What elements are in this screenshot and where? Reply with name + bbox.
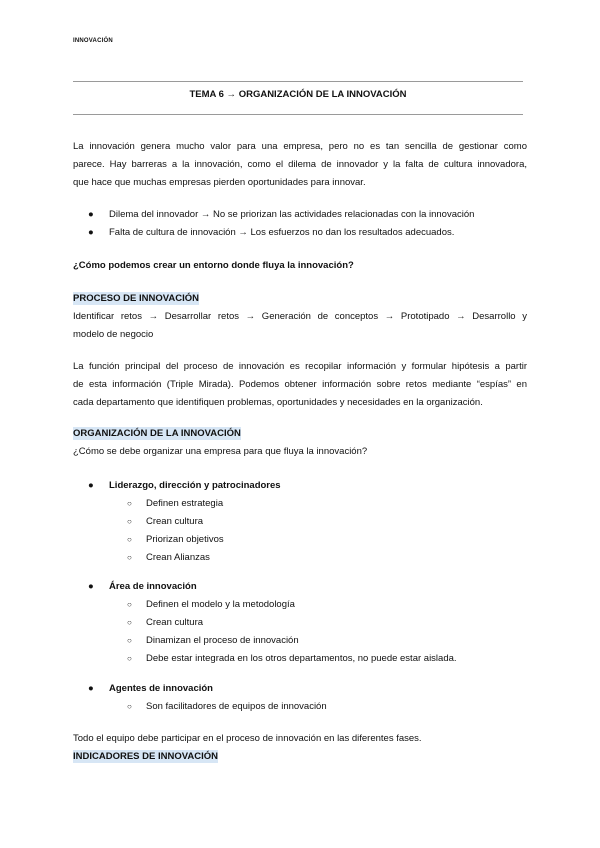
barrier-text: Falta de cultura de innovación → Los esfuerzos no dan los resultados adecuados. xyxy=(109,227,455,238)
organization-group-leadership xyxy=(88,477,281,567)
sub-item-text: Debe estar integrada en los otros departamentos, no puede estar aislada. xyxy=(146,653,457,664)
sub-bullet-icon: ○ xyxy=(127,499,132,508)
process-line: de esta información (Triple Mirada). Podemos obtener información sobre retos mediante “espías” en xyxy=(73,379,527,390)
sub-bullet-icon: ○ xyxy=(127,517,132,526)
sub-bullet-icon: ○ xyxy=(127,535,132,544)
sub-item-text: Son facilitadores de equipos de innovación xyxy=(146,701,327,712)
process-line: cada departamento que identifiquen problemas, oportunidades y necesidades en la organización. xyxy=(73,397,483,408)
section-heading-text: INDICADORES DE INNOVACIÓN xyxy=(73,751,218,762)
bullet-icon: ● xyxy=(88,581,94,592)
sub-item-text: Crean cultura xyxy=(146,516,204,527)
sub-item-text: Definen estrategia xyxy=(146,498,224,509)
sub-item-text: Dinamizan el proceso de innovación xyxy=(146,635,299,646)
sub-bullet-icon: ○ xyxy=(127,618,132,627)
group-title: Liderazgo, dirección y patrocinadores xyxy=(109,480,281,491)
section-heading-process xyxy=(73,293,199,304)
process-line: La función principal del proceso de innovación es recopilar información y formular hipótesis a partir xyxy=(73,361,527,372)
bullet-icon: ● xyxy=(88,480,94,491)
section-heading-organization xyxy=(73,428,241,439)
organization-question: ¿Cómo se debe organizar una empresa para que fluya la innovación? xyxy=(73,446,368,457)
title-rule-top xyxy=(73,81,523,82)
list-item xyxy=(127,614,457,632)
group-title: Área de innovación xyxy=(109,581,197,592)
sub-bullet-icon: ○ xyxy=(127,553,132,562)
organization-group-agents xyxy=(88,680,327,716)
list-item xyxy=(88,477,281,567)
sub-bullet-icon: ○ xyxy=(127,600,132,609)
list-item xyxy=(127,698,327,716)
bullet-icon: ● xyxy=(88,683,94,694)
organization-closing: Todo el equipo debe participar en el proceso de innovación en las diferentes fases. xyxy=(73,733,422,744)
steps-line: modelo de negocio xyxy=(73,329,154,340)
list-item xyxy=(127,596,457,614)
section-heading-text: PROCESO DE INNOVACIÓN xyxy=(73,293,199,304)
sub-bullet-icon: ○ xyxy=(127,702,132,711)
organization-group-area xyxy=(88,578,457,668)
sub-item-text: Crean cultura xyxy=(146,617,204,628)
sub-list xyxy=(109,495,281,567)
sub-bullet-icon: ○ xyxy=(127,636,132,645)
sub-list xyxy=(109,698,327,716)
running-header: INNOVACIÓN xyxy=(73,38,113,44)
section-heading-text: ORGANIZACIÓN DE LA INNOVACIÓN xyxy=(73,428,241,439)
process-paragraph xyxy=(73,358,527,412)
list-item xyxy=(127,513,281,531)
barriers-list xyxy=(88,206,474,242)
sub-item-text: Priorizan objetivos xyxy=(146,534,224,545)
intro-line: parece. Hay barreras a la innovación, como el dilema de innovador y la falta de cultura innovadora, xyxy=(73,159,527,170)
page-title: TEMA 6 → ORGANIZACIÓN DE LA INNOVACIÓN xyxy=(189,89,407,100)
bullet-icon: ● xyxy=(88,209,94,220)
bullet-icon: ● xyxy=(88,227,94,238)
group-title: Agentes de innovación xyxy=(109,683,213,694)
list-item xyxy=(88,224,474,242)
section-heading-indicators xyxy=(73,751,218,762)
list-item xyxy=(127,495,281,513)
list-item xyxy=(88,206,474,224)
intro-paragraph xyxy=(73,138,527,192)
process-steps xyxy=(73,308,527,344)
steps-line: Identificar retos → Desarrollar retos → Generación de conceptos → Prototipado → Desarrollo y xyxy=(73,311,527,322)
intro-line: La innovación genera mucho valor para una empresa, pero no es tan sencilla de gestionar como xyxy=(73,141,527,152)
list-item xyxy=(127,632,457,650)
list-item xyxy=(88,680,327,716)
list-item xyxy=(127,650,457,668)
intro-line: que hace que muchas empresas pierden oportunidades para innovar. xyxy=(73,177,366,188)
sub-bullet-icon: ○ xyxy=(127,654,132,663)
sub-list xyxy=(109,596,457,668)
sub-item-text: Definen el modelo y la metodología xyxy=(146,599,295,610)
question-heading: ¿Cómo podemos crear un entorno donde fluya la innovación? xyxy=(73,260,354,271)
barrier-text: Dilema del innovador → No se priorizan las actividades relacionadas con la innovación xyxy=(109,209,475,220)
sub-item-text: Crean Alianzas xyxy=(146,552,210,563)
list-item xyxy=(127,549,281,567)
list-item xyxy=(127,531,281,549)
title-rule-bottom xyxy=(73,114,523,115)
list-item xyxy=(88,578,457,668)
